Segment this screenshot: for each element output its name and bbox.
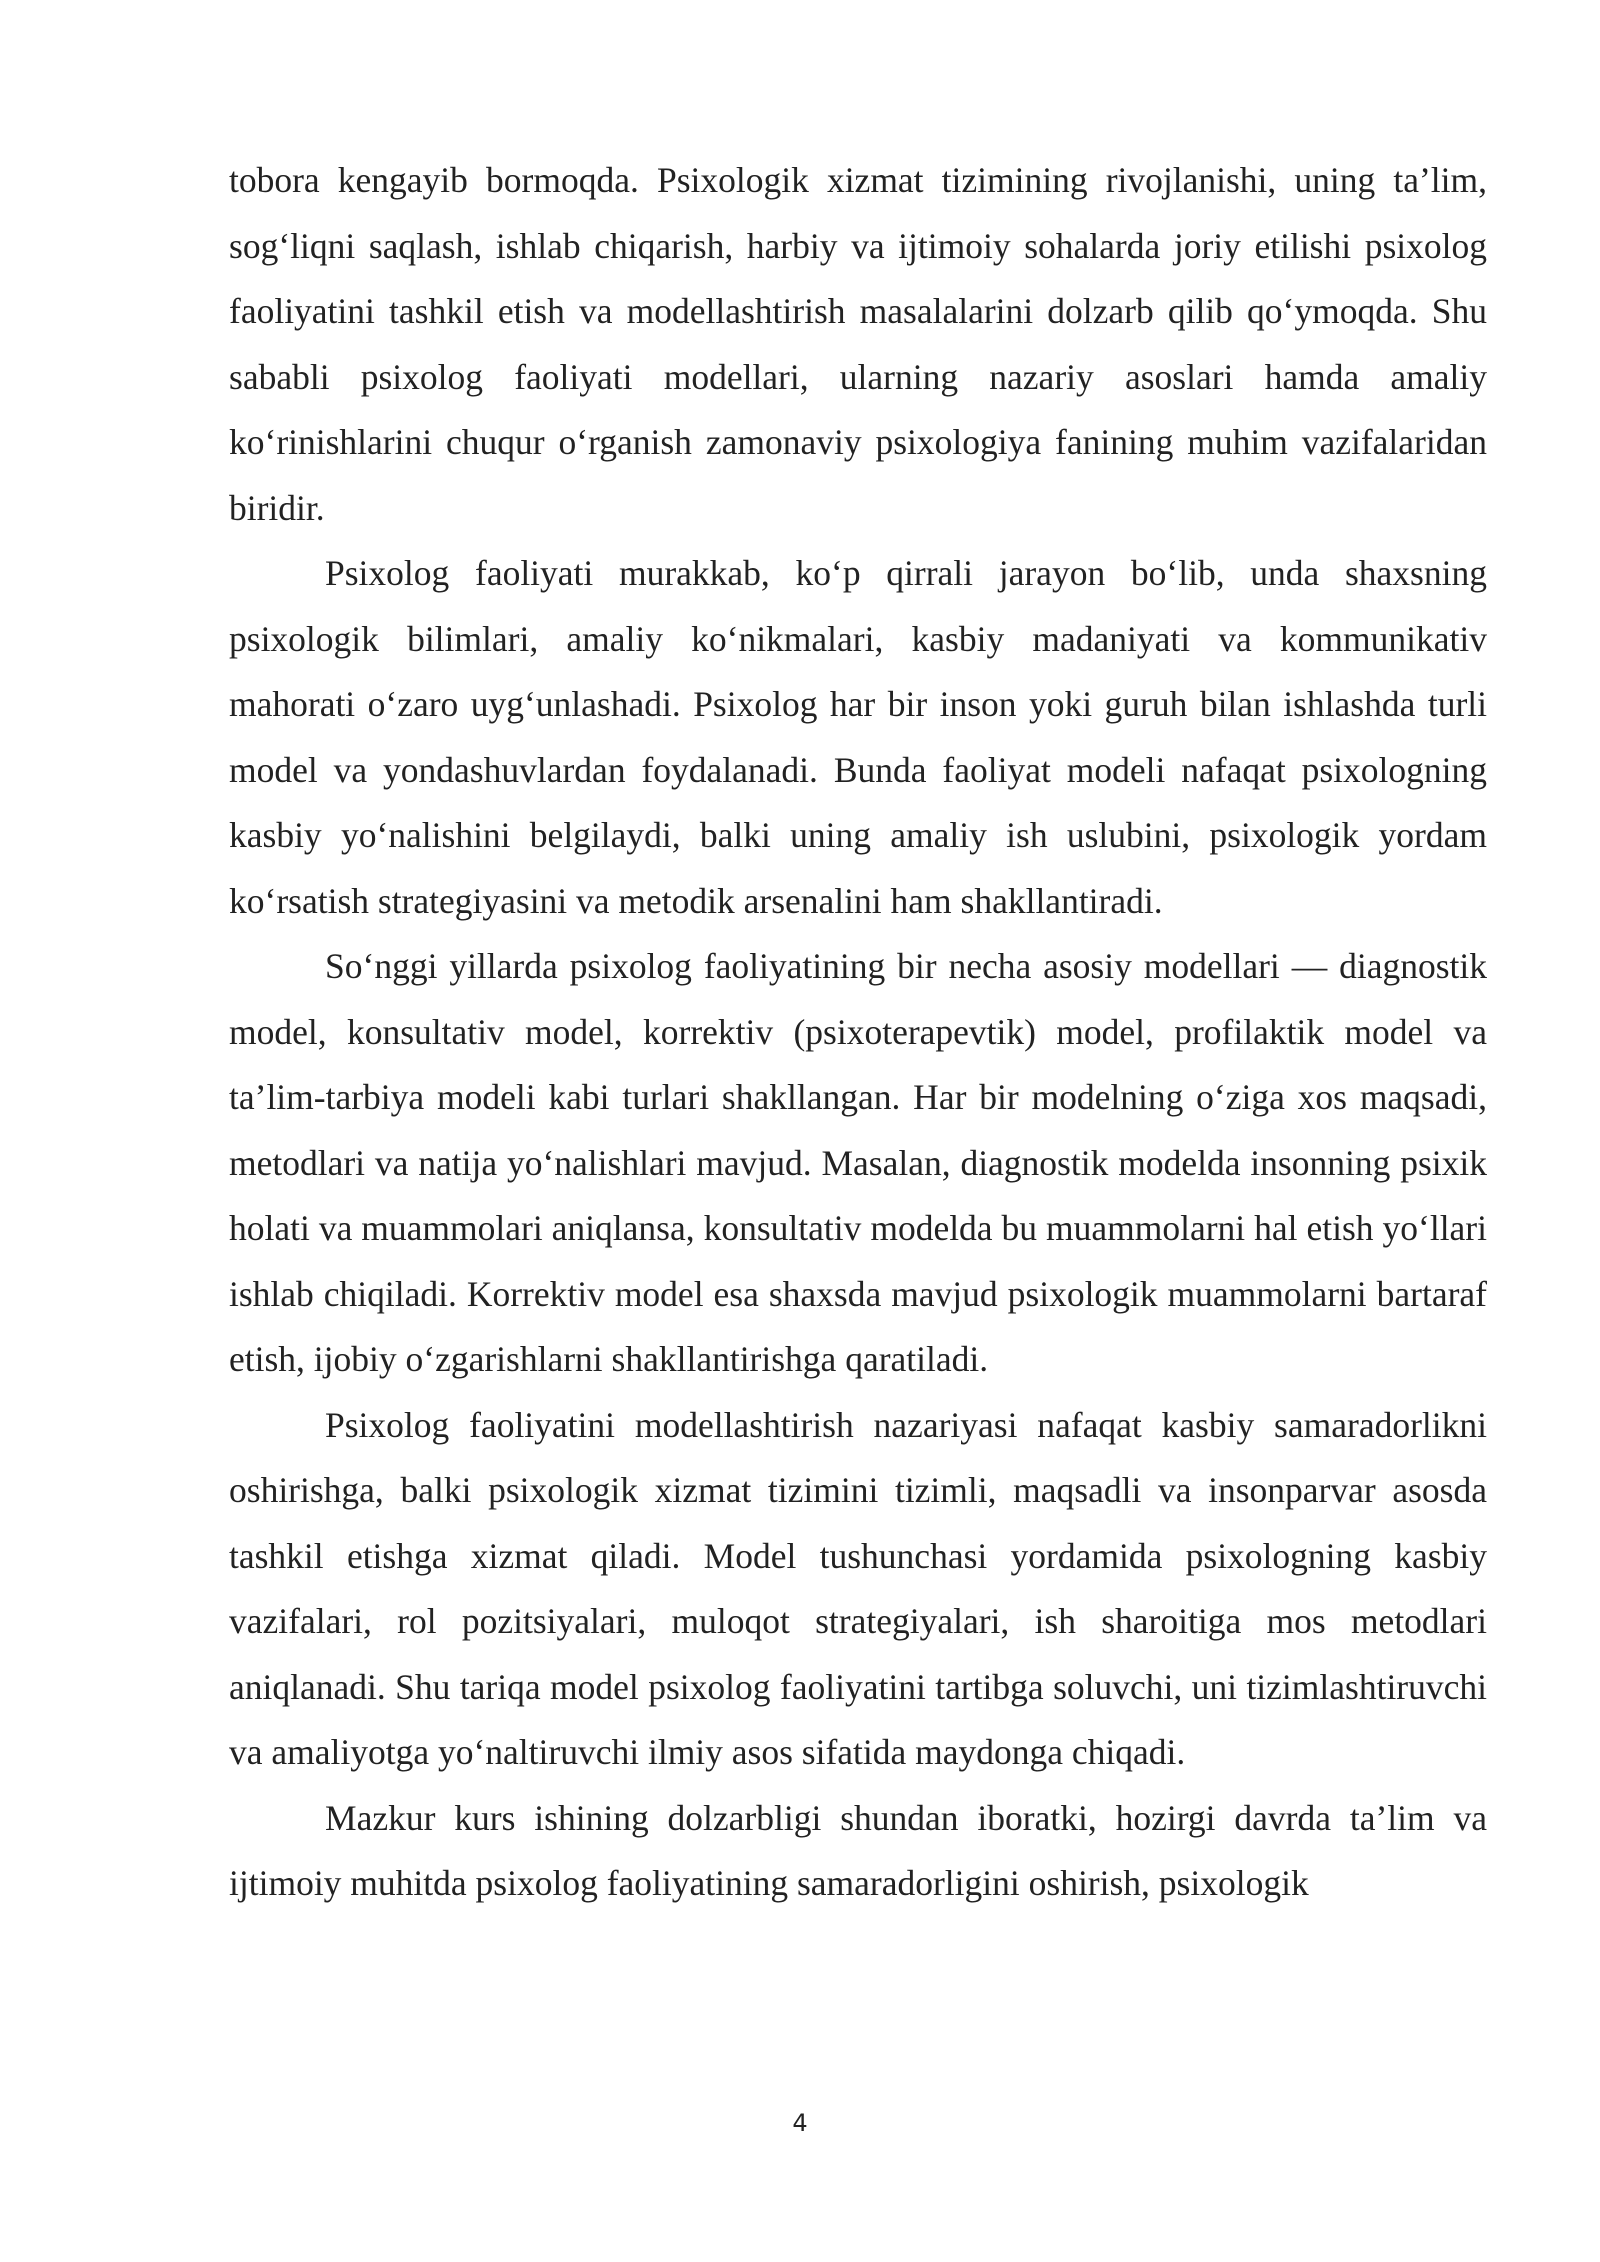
paragraph: Psixolog faoliyatini modellashtirish nazariyasi nafaqat kasbiy samaradorlikni oshirishga, balki psixologik xizmat tizimini tizimli, maqsadli va insonparvar asosda tashkil etishga xizmat qiladi. Model tushunchasi yordamida psixologning kasbiy vazifalari, rol pozitsiyalari, muloqot strategiyalari, ish sharoitiga mos metodlari aniqlanadi. Shu tariqa model psixolog faoliyatini tartibga soluvchi, uni tizimlashtiruvchi va amaliyotga yo‘naltiruvchi ilmiy asos sifatida maydonga chiqadi. (229, 1404, 1487, 1772)
paragraph: Mazkur kurs ishining dolzarbligi shundan iboratki, hozirgi davrda ta’lim va ijtimoiy muhitda psixolog faoliyatining samaradorligini oshirish, psixologik (229, 1797, 1487, 1903)
paragraph: Psixolog faoliyati murakkab, ko‘p qirrali jarayon bo‘lib, unda shaxsning psixologik bilimlari, amaliy ko‘nikmalari, kasbiy madaniyati va kommunikativ mahorati o‘zaro uyg‘unlashadi. Psixolog har bir inson yoki guruh bilan ishlashda turli model va yondashuvlardan foydalanadi. Bunda faoliyat modeli nafaqat psixologning kasbiy yo‘nalishini belgilaydi, balki uning amaliy ish uslubini, psixologik yordam ko‘rsatish strategiyasini va metodik arsenalini ham shakllantiradi. (229, 553, 1487, 921)
body-text (229, 148, 1487, 1917)
paragraph: So‘nggi yillarda psixolog faoliyatining bir necha asosiy modellari — diagnostik model, konsultativ model, korrektiv (psixoterapevtik) model, profilaktik model va ta’lim-tarbiya modeli kabi turlari shakllangan. Har bir modelning o‘ziga xos maqsadi, metodlari va natija yo‘nalishlari mavjud. Masalan, diagnostik modelda insonning psixik holati va muammolari aniqlansa, konsultativ modelda bu muammolarni hal etish yo‘llari ishlab chiqiladi. Korrektiv model esa shaxsda mavjud psixologik muammolarni bartaraf etish, ijobiy o‘zgarishlarni shakllantirishga qaratiladi. (229, 946, 1487, 1379)
page-number: 4 (792, 2109, 808, 2137)
paragraph-continuation: tobora kengayib bormoqda. Psixologik xizmat tizimining rivojlanishi, uning ta’lim, sog‘liqni saqlash, ishlab chiqarish, harbiy va ijtimoiy sohalarda joriy etilishi psixolog faoliyatini tashkil etish va modellashtirish masalalarini dolzarb qilib qo‘ymoqda. Shu sababli psixolog faoliyati modellari, ularning nazariy asoslari hamda amaliy ko‘rinishlarini chuqur o‘rganish zamonaviy psixologiya fanining muhim vazifalaridan biridir. (229, 160, 1487, 528)
